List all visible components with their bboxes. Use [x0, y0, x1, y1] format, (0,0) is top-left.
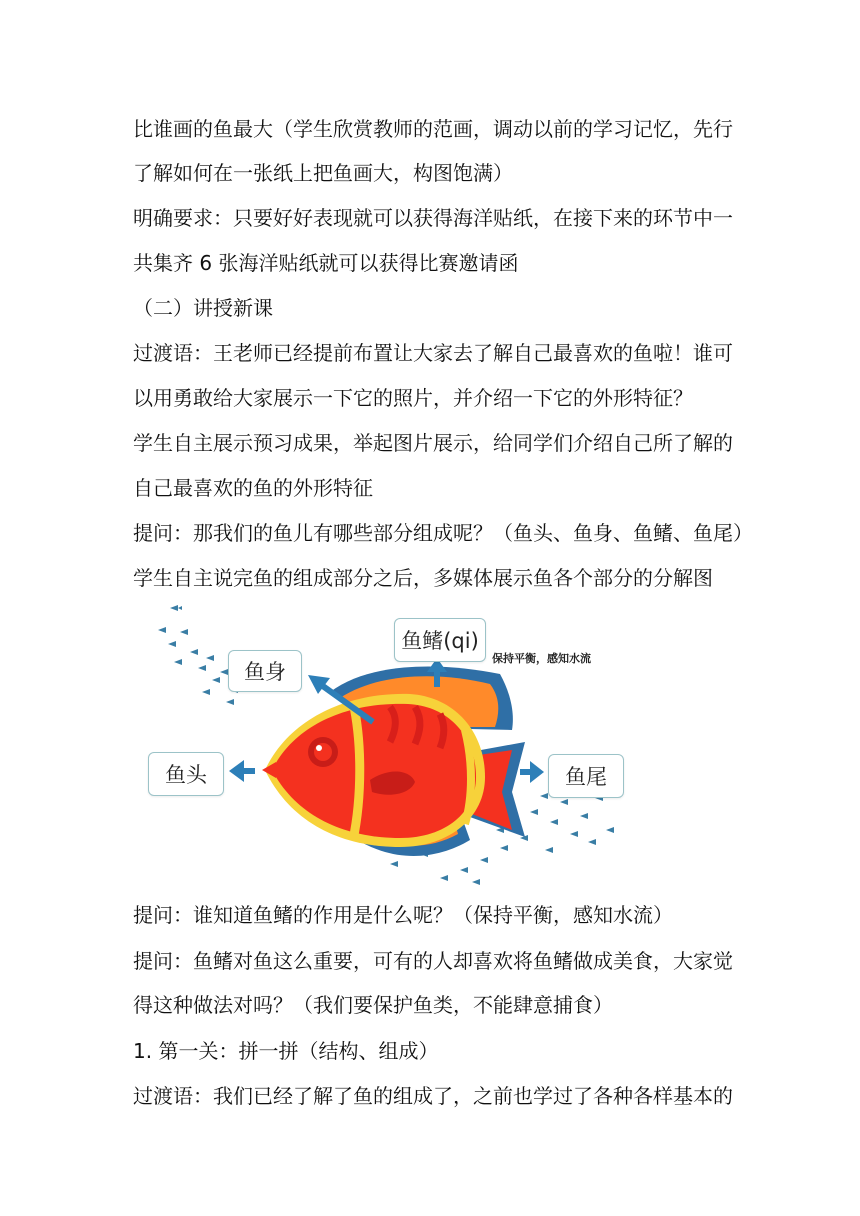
paragraph-2: 了解如何在一张纸上把鱼画大，构图饱满）: [133, 161, 513, 185]
paragraph-7: 学生自主展示预习成果，举起图片展示，给同学们介绍自己所了解的: [133, 431, 733, 455]
paragraph-13: 得这种做法对吗？（我们要保护鱼类，不能肆意捕食）: [133, 993, 613, 1017]
label-fish-body: 鱼身: [228, 650, 302, 692]
paragraph-8: 自己最喜欢的鱼的外形特征: [133, 476, 373, 500]
paragraph-4: 共集齐 6 张海洋贴纸就可以获得比赛邀请函: [133, 251, 519, 275]
paragraph-11: 提问：谁知道鱼鳍的作用是什么呢？（保持平衡，感知水流）: [133, 903, 673, 927]
paragraph-6: 以用勇敢给大家展示一下它的照片，并介绍一下它的外形特征？: [133, 386, 693, 410]
label-fin-function: 保持平衡，感知水流: [492, 652, 591, 665]
paragraph-15: 过渡语：我们已经了解了鱼的组成了，之前也学过了各种各样基本的: [133, 1084, 733, 1108]
fish-parts-diagram: [140, 602, 660, 894]
paragraph-5: 过渡语：王老师已经提前布置让大家去了解自己最喜欢的鱼啦！谁可: [133, 341, 733, 365]
paragraph-9: 提问：那我们的鱼儿有哪些部分组成呢？（鱼头、鱼身、鱼鳍、鱼尾）: [133, 521, 753, 545]
label-fish-tail: 鱼尾: [548, 754, 624, 798]
paragraph-10: 学生自主说完鱼的组成部分之后，多媒体展示鱼各个部分的分解图: [133, 566, 713, 590]
label-fish-head: 鱼头: [148, 752, 224, 796]
label-fish-fin: 鱼鳍(qi): [394, 618, 486, 662]
paragraph-3: 明确要求：只要好好表现就可以获得海洋贴纸，在接下来的环节中一: [133, 206, 733, 230]
paragraph-1: 比谁画的鱼最大（学生欣赏教师的范画，调动以前的学习记忆，先行: [133, 117, 733, 141]
section-heading: （二）讲授新课: [133, 296, 273, 320]
paragraph-12: 提问：鱼鳍对鱼这么重要，可有的人却喜欢将鱼鳍做成美食，大家觉: [133, 949, 733, 973]
paragraph-14: 1. 第一关：拼一拼（结构、组成）: [133, 1039, 439, 1063]
